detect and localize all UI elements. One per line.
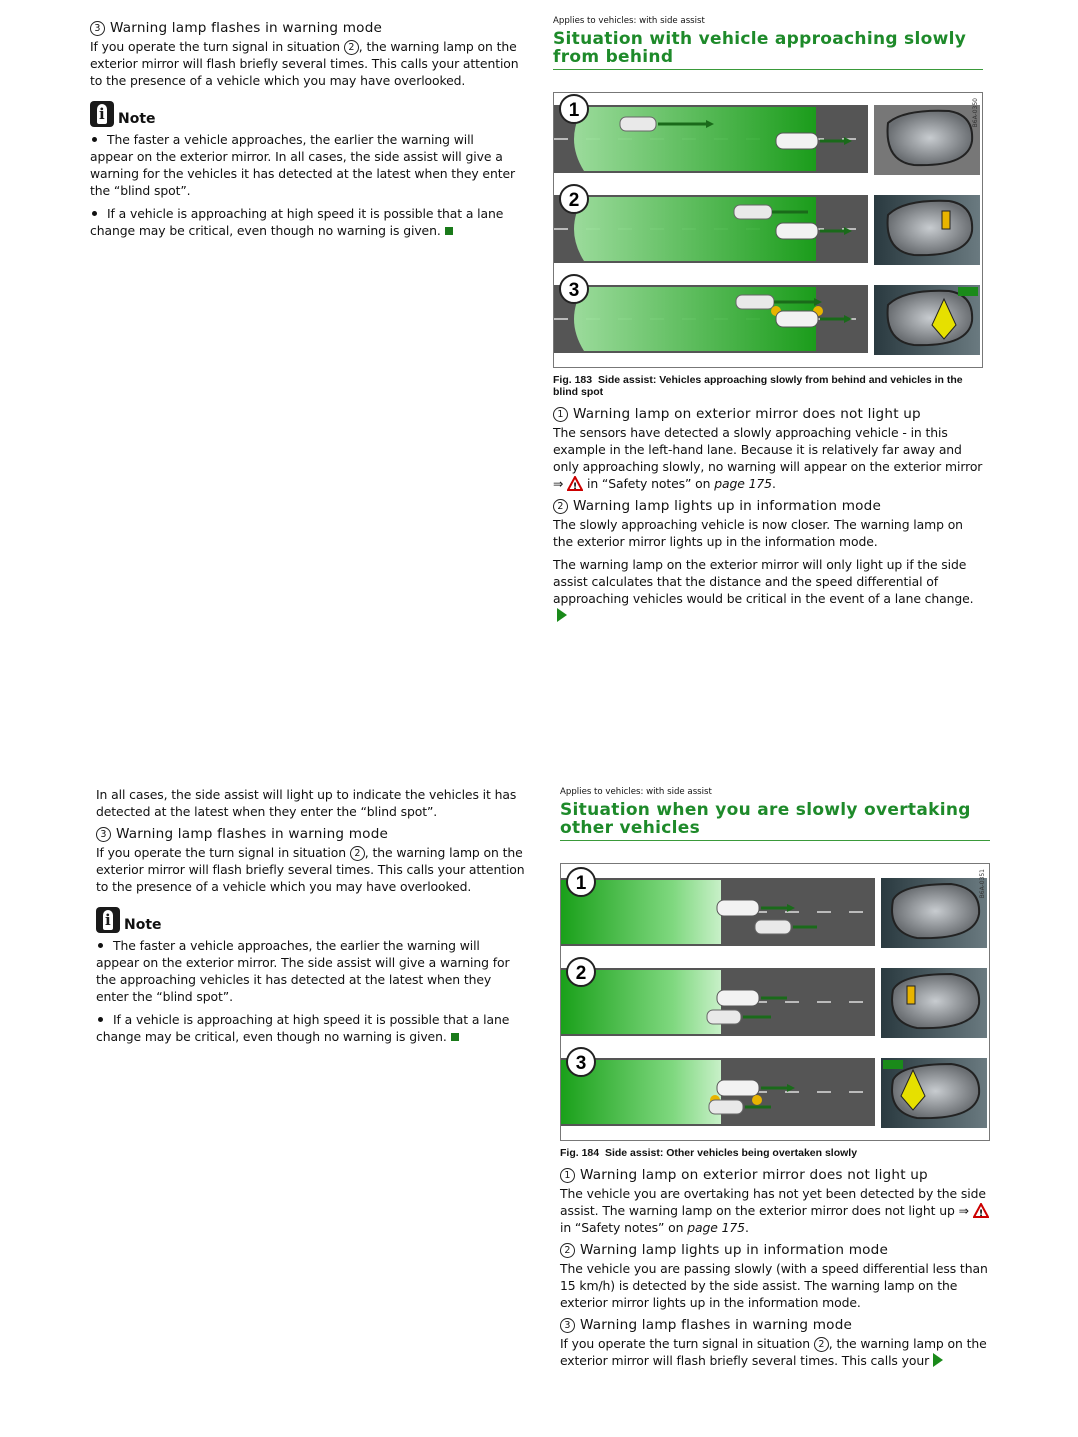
blind-spot-diagram (554, 93, 982, 367)
badge-1 (560, 95, 588, 123)
figure-code: B6A-0350 (972, 98, 979, 128)
note-heading: i Note (90, 101, 520, 127)
svg-text:1: 1 (575, 873, 587, 894)
panel-1 (561, 878, 987, 948)
figure-184 (560, 863, 990, 1141)
note-item: If a vehicle is approaching at high speed it is possible that a lane change may be critical, even though no warning is given. (90, 206, 504, 238)
badge-3 (567, 1048, 595, 1076)
note-item: If a vehicle is approaching at high speed it is possible that a lane change may be critical, even though no warning is given. (96, 1012, 510, 1044)
heading-warning-mode: 3 Warning lamp flashes in warning mode (560, 1317, 990, 1333)
heading-info-mode: 2 Warning lamp lights up in information mode (560, 1242, 990, 1258)
badge-1 (567, 868, 595, 896)
svg-text:!: ! (573, 482, 578, 491)
warning-mode-text: If you operate the turn signal in situation 2 , the warning lamp on the exterior mirror will flash briefly several times. This calls your attention to the presence of a vehicle which you may have overlooked. (96, 845, 525, 894)
badge-3 (560, 275, 588, 303)
panel-3 (554, 285, 980, 355)
svg-text:3: 3 (568, 280, 580, 301)
info-mode-text: The slowly approaching vehicle is now closer. The warning lamp on the exterior mirror lights up in the information mode. (553, 517, 963, 549)
applies-to: Applies to vehicles: with side assist (553, 16, 705, 26)
bottom-right-column (560, 787, 990, 1375)
overtaking-diagram (561, 864, 989, 1140)
page-link[interactable]: page 175 (714, 476, 772, 491)
no-light-text: The sensors have detected a slowly approaching vehicle - in this example in the left-hand lane. Because it is relatively far away and only approaching slowly, no warning will appear on the exterior mirror ⇒ ! in “Safety notes” on page 175. (553, 425, 983, 491)
warning-triangle-icon (567, 476, 583, 491)
heading-no-light: 1 Warning lamp on exterior mirror does not light up (553, 406, 983, 422)
page-link[interactable]: page 175 (687, 1220, 745, 1235)
heading-warning-mode: 3 Warning lamp flashes in warning mode (90, 20, 520, 36)
warning-mode-text: If you operate the turn signal in situation 2 , the warning lamp on the exterior mirror will flash briefly several times. This calls your (560, 1336, 987, 1368)
figure-code: B6A-0351 (979, 869, 986, 899)
top-right-column (553, 16, 983, 630)
continue-arrow-icon (933, 1353, 943, 1367)
svg-text:1: 1 (568, 100, 580, 121)
badge-2 (567, 958, 595, 986)
top-left-column (90, 14, 520, 245)
section-title: Situation when you are slowly overtaking other vehicles (560, 801, 990, 841)
svg-text:!: ! (978, 1209, 983, 1218)
figure-caption: Fig. 184 Side assist: Other vehicles being overtaken slowly (560, 1147, 858, 1159)
badge-2 (560, 185, 588, 213)
panel-2 (554, 195, 980, 265)
heading-no-light: 1 Warning lamp on exterior mirror does not light up (560, 1167, 990, 1183)
warning-triangle-icon (973, 1203, 989, 1218)
heading-warning-mode: 3 Warning lamp flashes in warning mode (96, 826, 526, 842)
info-icon (90, 101, 114, 127)
section-title: Situation with vehicle approaching slowly from behind (553, 30, 983, 70)
info-mode-text: The vehicle you are passing slowly (with a speed differential less than 15 km/h) is detected by the side assist. The warning lamp on the exterior mirror lights up in the information mode. (560, 1261, 988, 1310)
continue-arrow-icon (557, 608, 567, 622)
warning-mode-text: If you operate the turn signal in situation 2 , the warning lamp on the exterior mirror will flash briefly several times. This calls your attention to the presence of a vehicle which you may have overlooked. (90, 39, 519, 88)
info-icon (96, 907, 120, 933)
applies-to: Applies to vehicles: with side assist (560, 787, 712, 797)
heading-info-mode: 2 Warning lamp lights up in information mode (553, 498, 983, 514)
critical-text: The warning lamp on the exterior mirror will only light up if the side assist calculates that the distance and the speed differential of approaching vehicles would be critical in the event of a lane change. (553, 556, 983, 624)
end-marker-icon (445, 227, 453, 235)
figure-183 (553, 92, 983, 368)
note-heading: i Note (96, 907, 526, 933)
end-marker-icon (451, 1033, 459, 1041)
panel-2 (561, 968, 987, 1038)
panel-3 (561, 1058, 987, 1128)
panel-1 (554, 105, 980, 175)
svg-text:2: 2 (575, 963, 587, 984)
note-item: The faster a vehicle approaches, the earlier the warning will appear on the exterior mirror. The side assist will give a warning for the approaching vehicles it has detected at the latest when they enter the “blind spot”. (96, 938, 510, 1004)
svg-text:3: 3 (575, 1053, 587, 1074)
note-item: The faster a vehicle approaches, the earlier the warning will appear on the exterior mirror. In all cases, the side assist will give a warning for the vehicles it has detected at the latest when they enter the “blind spot”. (90, 132, 515, 198)
bottom-left-column (96, 786, 526, 1051)
intro-text: In all cases, the side assist will light up to indicate the vehicles it has detected at the latest when they enter the “blind spot”. (96, 787, 517, 819)
svg-text:2: 2 (568, 190, 580, 211)
figure-caption: Fig. 183 Side assist: Vehicles approaching slowly from behind and vehicles in the blind spot (553, 374, 963, 398)
no-light-text: The vehicle you are overtaking has not yet been detected by the side assist. The warning lamp on the exterior mirror does not light up ⇒ ! in “Safety notes” on page 175. (560, 1185, 990, 1236)
